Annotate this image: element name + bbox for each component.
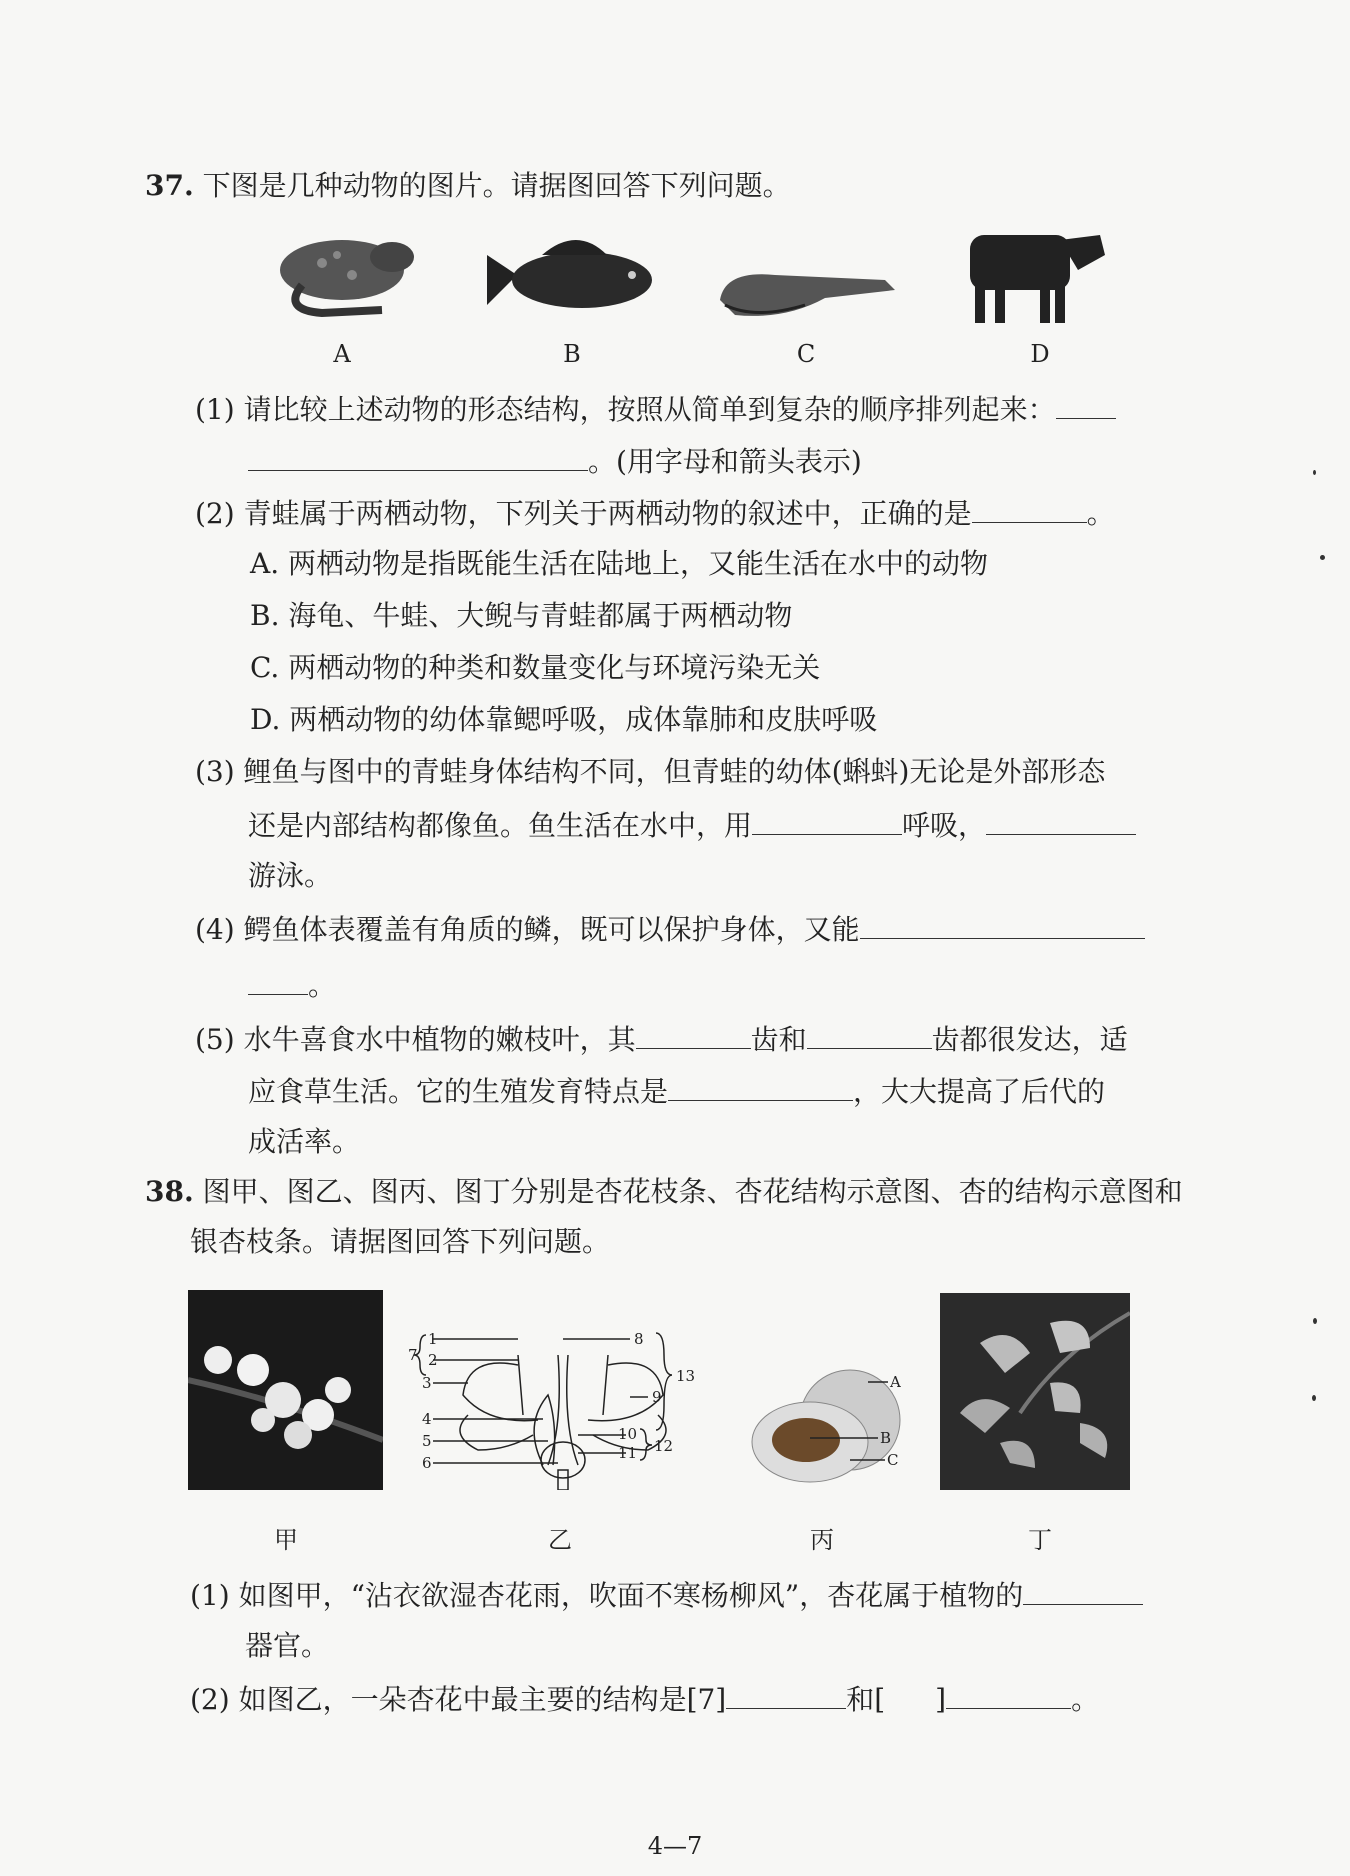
q37-option-D: D. 两栖动物的幼体靠鳃呼吸，成体靠肺和皮肤呼吸 <box>250 703 878 736</box>
answer-blank-q38-1[interactable] <box>1023 1574 1143 1605</box>
flower-label-11: 11 <box>618 1444 638 1462</box>
answer-blank-q38-2a[interactable] <box>726 1678 846 1709</box>
q37-p5-line2: 应食草生活。它的生殖发育特点是 ，大大提高了后代的 <box>248 1070 1105 1112</box>
flower-label-13: 13 <box>676 1367 696 1385</box>
q38-p1-line2: 器官。 <box>245 1629 330 1662</box>
fish-image <box>482 225 662 325</box>
buffalo-image <box>960 225 1110 325</box>
answer-blank-q37-3b[interactable] <box>986 804 1136 835</box>
q37-option-C: C. 两栖动物的种类和数量变化与环境污染无关 <box>250 651 821 684</box>
q37-p4-line1: (4) 鳄鱼体表覆盖有角质的鳞，既可以保护身体，又能 <box>195 908 1145 950</box>
answer-blank-q37-2[interactable] <box>972 492 1087 523</box>
answer-blank-q38-2c[interactable] <box>946 1678 1071 1709</box>
label-D: D <box>1030 340 1050 368</box>
flower-label-10: 10 <box>618 1425 638 1443</box>
margin-speck <box>1313 1318 1317 1324</box>
q38-number: 38. <box>145 1175 194 1208</box>
q37-number: 37. <box>145 169 194 202</box>
q37-p1-line2: 。(用字母和箭头表示) <box>248 440 862 482</box>
q37-p5-line3: 成活率。 <box>248 1125 361 1158</box>
flower-label-7: 7 <box>408 1346 418 1364</box>
q37-p1-line1: (1) 请比较上述动物的形态结构，按照从简单到复杂的顺序排列起来： <box>195 388 1116 430</box>
q37-stem <box>145 166 791 206</box>
q37-p5-line1: (5) 水牛喜食水中植物的嫩枝叶，其 齿和 齿都很发达，适 <box>195 1018 1128 1060</box>
q37-p3-line3: 游泳。 <box>248 859 333 892</box>
flower-label-9: 9 <box>652 1388 662 1406</box>
flower-label-5: 5 <box>422 1432 432 1450</box>
flower-label-1: 1 <box>428 1330 438 1348</box>
flower-label-6: 6 <box>422 1454 432 1472</box>
flower-structure-diagram <box>408 1325 718 1490</box>
q37-option-B: B. 海龟、牛蛙、大鲵与青蛙都属于两栖动物 <box>250 599 793 632</box>
q37-p3-line2: 还是内部结构都像鱼。鱼生活在水中，用 呼吸， <box>248 804 1136 846</box>
flower-label-3: 3 <box>422 1374 432 1392</box>
answer-blank-q37-3a[interactable] <box>752 804 902 835</box>
flower-label-12: 12 <box>654 1437 674 1455</box>
flower-label-2: 2 <box>428 1351 438 1369</box>
q37-p2: (2) 青蛙属于两栖动物，下列关于两栖动物的叙述中，正确的是 。 <box>195 492 1115 534</box>
label-A: A <box>333 340 351 368</box>
caption-yi: 乙 <box>548 1526 572 1554</box>
caption-bing: 丙 <box>810 1526 834 1554</box>
page-number: 4—7 <box>647 1832 703 1860</box>
answer-blank-q37-1b[interactable] <box>248 440 588 471</box>
fruit-label-A: A <box>890 1373 901 1391</box>
answer-blank-q38-2b[interactable] <box>885 1679 935 1709</box>
apricot-branch-photo <box>188 1290 383 1490</box>
flower-label-8: 8 <box>634 1330 644 1348</box>
flower-label-4: 4 <box>422 1410 432 1428</box>
q38-p2: (2) 如图乙，一朵杏花中最主要的结构是[7] 和[ ] 。 <box>190 1678 1099 1720</box>
ginkgo-branch-photo <box>940 1293 1130 1490</box>
q38-stem-line2: 银杏枝条。请据图回答下列问题。 <box>190 1225 611 1258</box>
q38-stem-line1: 38. 图甲、图乙、图丙、图丁分别是杏花枝条、杏花结构示意图、杏的结构示意图和 <box>145 1175 1183 1208</box>
q37-stem-text: 下图是几种动物的图片。请据图回答下列问题。 <box>202 169 791 202</box>
q38-p1-line1: (1) 如图甲，“沾衣欲湿杏花雨，吹面不寒杨柳风”，杏花属于植物的 <box>190 1574 1143 1616</box>
caption-jia: 甲 <box>274 1526 298 1554</box>
answer-blank-q37-4a[interactable] <box>860 908 1145 939</box>
fruit-label-B: B <box>880 1429 892 1447</box>
apricot-fruit-diagram <box>740 1360 940 1490</box>
caption-ding: 丁 <box>1028 1526 1052 1554</box>
frog-image <box>262 225 422 325</box>
answer-blank-q37-5a[interactable] <box>636 1018 751 1049</box>
margin-speck <box>1312 1395 1316 1401</box>
q37-option-A: A. 两栖动物是指既能生活在陆地上，又能生活在水中的动物 <box>250 547 989 580</box>
margin-speck <box>1320 555 1325 560</box>
label-C: C <box>796 340 816 368</box>
fruit-label-C: C <box>887 1451 899 1469</box>
answer-blank-q37-5c[interactable] <box>668 1070 853 1101</box>
q37-p4-line2: 。 <box>248 964 336 1006</box>
label-B: B <box>563 340 581 368</box>
answer-blank-q37-5b[interactable] <box>807 1018 932 1049</box>
crocodile-image <box>715 260 900 325</box>
margin-speck <box>1313 470 1316 475</box>
q37-p3-line1: (3) 鲤鱼与图中的青蛙身体结构不同，但青蛙的幼体(蝌蚪)无论是外部形态 <box>195 755 1106 788</box>
answer-blank-q37-4b[interactable] <box>248 964 308 995</box>
answer-blank-q37-1a[interactable] <box>1056 388 1116 419</box>
